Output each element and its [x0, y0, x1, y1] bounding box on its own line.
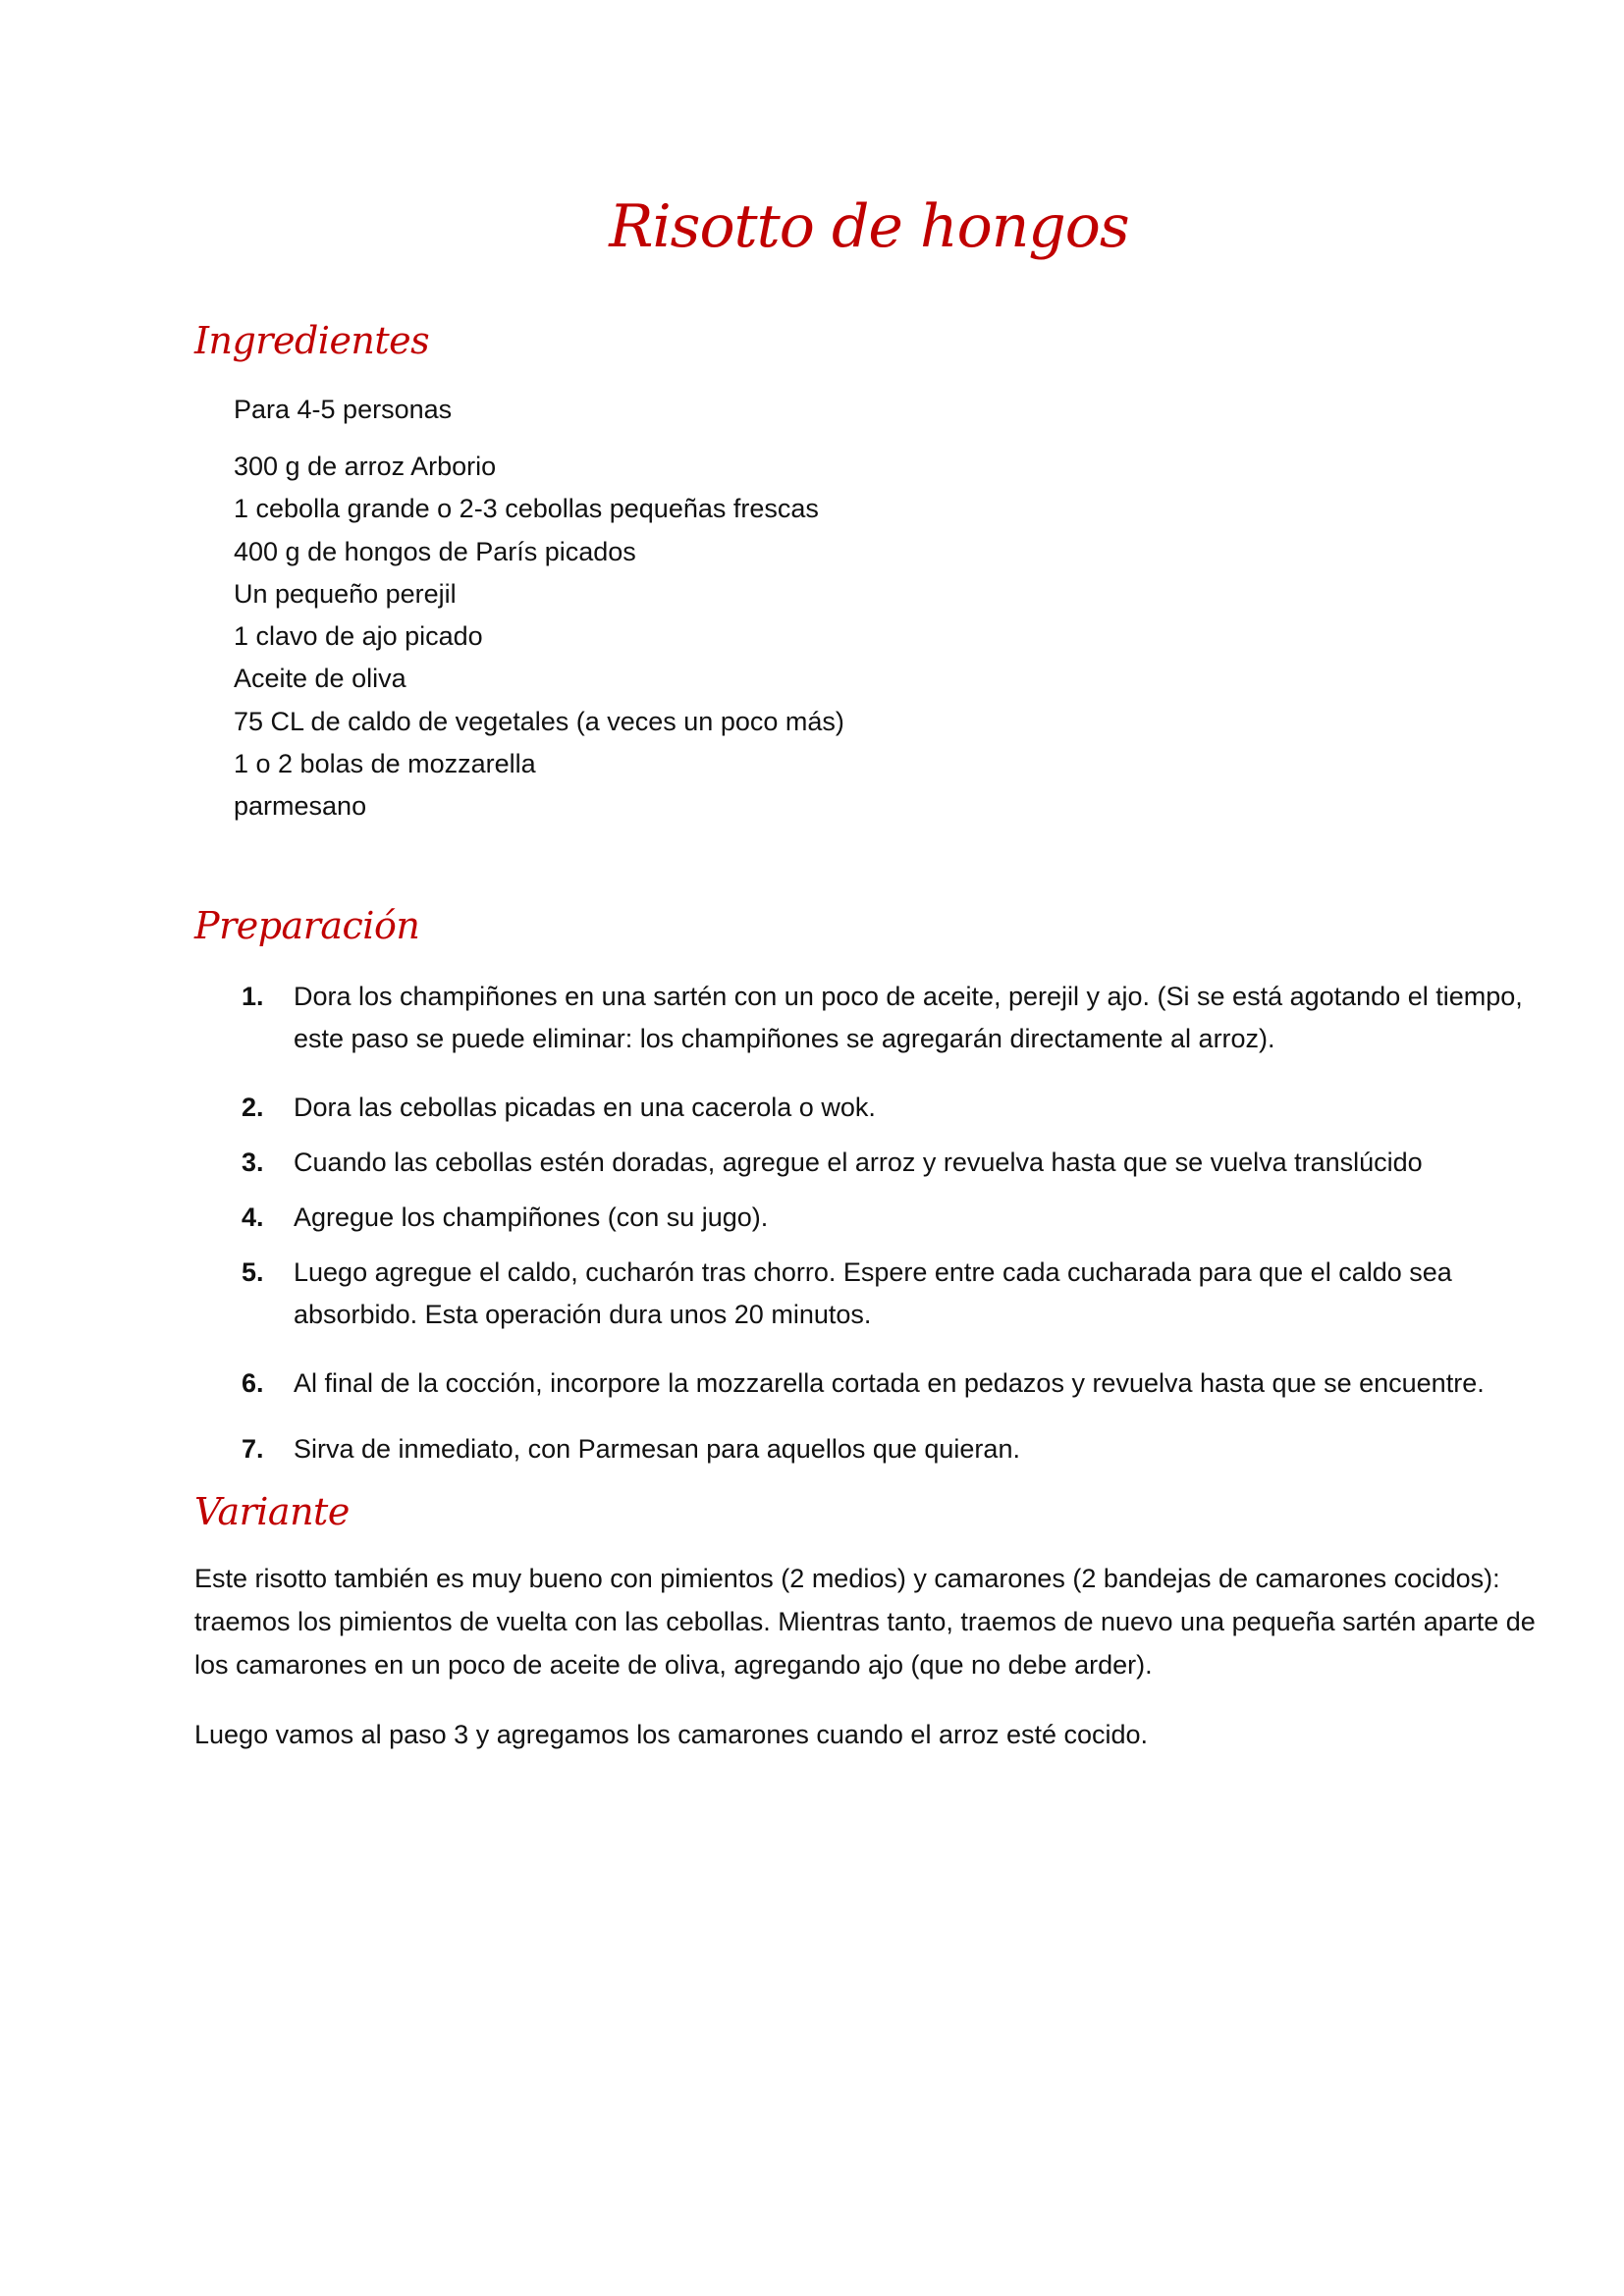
step-number: 7. [242, 1434, 264, 1464]
ingredient-item: Aceite de oliva [234, 664, 406, 694]
step-number: 3. [242, 1148, 264, 1177]
ingredient-list [234, 449, 844, 831]
ingredient-item: 400 g de hongos de París picados [234, 536, 636, 566]
step-text: Luego agregue el caldo, cucharón tras chorro. Espere entre cada cucharada para que el caldo sea absorbido. Esta operación dura unos 20 minutos. [294, 1257, 1452, 1329]
variant-paragraph: Este risotto también es muy bueno con pimientos (2 medios) y camarones (2 bandejas de camarones cocidos): traemos los pimientos de vuelta con las cebollas. Mientras tanto, traemos de nuevo una pequeña sartén aparte de los camarones en un poco de aceite de oliva, agregando ajo (que no debe arder). [194, 1564, 1536, 1680]
ingredient-item: 1 cebolla grande o 2-3 cebollas pequeñas frescas [234, 494, 819, 524]
ingredient-item: 1 o 2 bolas de mozzarella [234, 749, 536, 779]
document-title: Risotto de hongos [609, 192, 1129, 261]
step-text: Dora los champiñones en una sartén con un poco de aceite, perejil y ajo. (Si se está agotando el tiempo, este paso se puede eliminar: los champiñones se agregarán directamente al arroz). [294, 982, 1523, 1053]
ingredient-item: parmesano [234, 791, 367, 822]
ingredient-item: 75 CL de caldo de vegetales (a veces un poco más) [234, 706, 844, 736]
variant-paragraph: Luego vamos al paso 3 y agregamos los camarones cuando el arroz esté cocido. [194, 1720, 1149, 1749]
step-number: 1. [242, 982, 264, 1011]
step-number: 2. [242, 1093, 264, 1122]
variant-heading: Variante [194, 1490, 350, 1533]
ingredient-item: Un pequeño perejil [234, 578, 457, 609]
ingredients-heading: Ingredientes [194, 319, 430, 362]
step-text: Cuando las cebollas estén doradas, agregue el arroz y revuelva hasta que se vuelva translúcido [294, 1148, 1423, 1177]
step-number: 6. [242, 1368, 264, 1398]
ingredient-item: 1 clavo de ajo picado [234, 621, 483, 652]
ingredient-item: 300 g de arroz Arborio [234, 452, 497, 481]
step-number: 4. [242, 1202, 264, 1232]
step-number: 5. [242, 1257, 264, 1287]
step-text: Agregue los champiñones (con su jugo). [294, 1202, 769, 1232]
preparation-heading: Preparación [194, 904, 420, 947]
step-text: Al final de la cocción, incorpore la mozzarella cortada en pedazos y revuelva hasta que se encuentre. [294, 1368, 1485, 1398]
step-text: Dora las cebollas picadas en una cacerola o wok. [294, 1093, 876, 1122]
step-text: Sirva de inmediato, con Parmesan para aquellos que quieran. [294, 1434, 1020, 1464]
servings-text: Para 4-5 personas [234, 395, 453, 424]
